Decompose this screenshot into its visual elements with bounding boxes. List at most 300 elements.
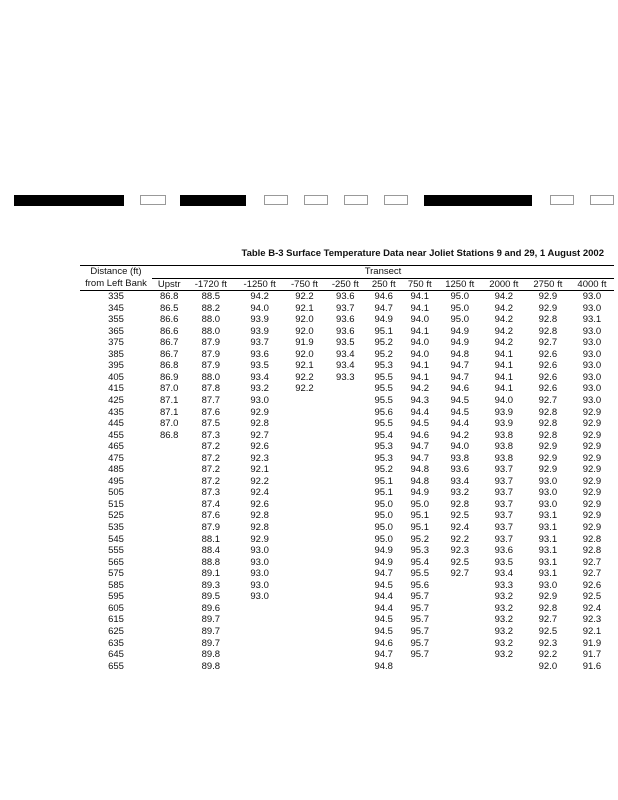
temperature-cell: 93.0 (250, 591, 269, 603)
temperature-cell (284, 545, 325, 557)
temperature-cell (325, 603, 366, 615)
table-row (80, 499, 614, 511)
temperature-cell: 94.4 (374, 591, 393, 603)
distance-cell: 515 (108, 498, 124, 510)
temperature-cell: 93.4 (336, 348, 355, 360)
temperature-cell (325, 661, 366, 673)
temperature-cell: 92.0 (295, 314, 314, 326)
temperature-cell: 95.2 (410, 533, 429, 545)
table-row (80, 349, 614, 361)
temperature-cell: 87.0 (159, 383, 179, 395)
temperature-cell: 92.9 (582, 475, 602, 487)
temperature-cell: 95.1 (374, 487, 393, 499)
temperature-cell: 93.6 (336, 325, 355, 337)
temperature-cell: 92.7 (538, 395, 558, 407)
distance-cell: 655 (108, 660, 124, 672)
temperature-cell: 95.1 (374, 475, 393, 487)
temperature-cell: 93.2 (494, 602, 514, 614)
temperature-cell: 95.3 (374, 360, 393, 372)
temperature-cell: 94.6 (374, 637, 393, 649)
temperature-cell: 92.8 (582, 533, 602, 545)
temperature-cell: 94.4 (410, 406, 429, 418)
distance-cell: 625 (108, 625, 124, 637)
table-row (80, 372, 614, 384)
temperature-cell: 93.0 (250, 545, 269, 557)
temperature-cell: 93.0 (582, 302, 602, 314)
temperature-cell: 95.0 (374, 522, 393, 534)
temperature-cell: 94.8 (410, 464, 429, 476)
temperature-cell: 92.9 (582, 429, 602, 441)
temperature-cell: 86.6 (159, 314, 179, 326)
temperature-cell (284, 626, 325, 638)
temperature-cell: 93.0 (250, 568, 269, 580)
temperature-cell: 95.5 (410, 568, 429, 580)
temperature-cell (152, 464, 186, 476)
table-row (80, 534, 614, 546)
temperature-cell (235, 614, 284, 626)
temperature-cell: 93.6 (336, 314, 355, 326)
temperature-cell: 92.9 (582, 418, 602, 430)
outline-box (304, 195, 328, 205)
temperature-cell (152, 661, 186, 673)
temperature-cell (152, 603, 186, 615)
temperature-cell: 92.8 (250, 522, 269, 534)
temperature-cell: 92.1 (295, 360, 314, 372)
temperature-cell (152, 545, 186, 557)
temperature-cell: 86.6 (159, 325, 179, 337)
distance-cell: 435 (108, 406, 124, 418)
temperature-cell: 92.6 (250, 441, 269, 453)
temperature-cell (325, 534, 366, 546)
temperature-cell: 94.2 (450, 429, 470, 441)
distance-cell: 505 (108, 487, 124, 499)
temperature-cell (152, 557, 186, 569)
table-row (80, 487, 614, 499)
temperature-cell: 92.4 (582, 602, 602, 614)
distance-cell: 465 (108, 441, 124, 453)
temperature-cell: 93.0 (582, 360, 602, 372)
temperature-cell (284, 649, 325, 661)
distance-cell: 485 (108, 464, 124, 476)
temperature-cell: 94.1 (494, 383, 514, 395)
temperature-cell (235, 626, 284, 638)
temperature-cell: 95.1 (410, 522, 429, 534)
temperature-cell: 92.7 (582, 556, 602, 568)
temperature-cell (284, 430, 325, 442)
temperature-cell: 94.1 (410, 302, 429, 314)
temperature-cell: 94.7 (450, 360, 470, 372)
temperature-cell: 87.2 (201, 475, 221, 487)
distance-cell: 385 (108, 348, 124, 360)
temperature-cell (438, 591, 482, 603)
temperature-cell: 93.7 (494, 498, 514, 510)
temperature-cell: 93.2 (494, 625, 514, 637)
temperature-cell (152, 453, 186, 465)
distance-cell: 645 (108, 649, 124, 661)
temperature-cell (152, 441, 186, 453)
temperature-cell (284, 476, 325, 488)
temperature-cell (325, 430, 366, 442)
distance-cell: 585 (108, 579, 124, 591)
temperature-cell: 92.3 (450, 545, 470, 557)
table-row (80, 580, 614, 592)
temperature-cell: 93.7 (494, 475, 514, 487)
temperature-table-container (80, 265, 618, 672)
temperature-cell (325, 545, 366, 557)
temperature-cell: 87.6 (201, 510, 221, 522)
distance-cell: 475 (108, 452, 124, 464)
temperature-cell: 92.8 (538, 429, 558, 441)
temperature-cell: 92.4 (450, 522, 470, 534)
black-bar (424, 195, 532, 206)
temperature-cell: 94.8 (374, 660, 393, 672)
temperature-cell: 89.7 (201, 625, 221, 637)
temperature-cell: 86.8 (159, 429, 179, 441)
table-row (80, 649, 614, 661)
temperature-cell: 95.1 (410, 510, 429, 522)
distance-cell: 355 (108, 314, 124, 326)
temperature-cell (325, 649, 366, 661)
temperature-cell: 93.7 (494, 487, 514, 499)
temperature-cell: 93.7 (494, 522, 514, 534)
temperature-cell (325, 614, 366, 626)
temperature-cell: 95.3 (410, 545, 429, 557)
temperature-cell (438, 649, 482, 661)
temperature-cell: 95.5 (374, 395, 393, 407)
temperature-cell: 87.8 (201, 383, 221, 395)
temperature-cell: 92.9 (538, 441, 558, 453)
temperature-cell: 92.2 (450, 533, 470, 545)
distance-cell: 495 (108, 475, 124, 487)
outline-box (384, 195, 408, 205)
temperature-cell: 92.8 (538, 418, 558, 430)
temperature-cell: 92.9 (538, 302, 558, 314)
temperature-cell: 92.9 (538, 452, 558, 464)
temperature-cell (325, 464, 366, 476)
temperature-cell: 93.0 (538, 475, 558, 487)
temperature-cell: 95.7 (410, 602, 429, 614)
temperature-cell (325, 638, 366, 650)
temperature-cell: 92.8 (538, 602, 558, 614)
temperature-cell: 93.7 (494, 533, 514, 545)
distance-cell: 605 (108, 602, 124, 614)
temperature-cell: 95.0 (374, 533, 393, 545)
temperature-cell (284, 487, 325, 499)
temperature-cell: 94.9 (374, 556, 393, 568)
temperature-cell: 95.5 (374, 383, 393, 395)
column-header: 750 ft (402, 278, 438, 291)
temperature-cell: 94.2 (250, 291, 269, 303)
temperature-cell: 94.3 (410, 395, 429, 407)
black-bar (180, 195, 246, 206)
transect-header: Transect (152, 266, 614, 279)
temperature-cell: 95.0 (450, 314, 470, 326)
temperature-cell: 95.5 (374, 371, 393, 383)
temperature-cell: 94.2 (494, 302, 514, 314)
temperature-cell: 94.0 (450, 441, 470, 453)
temperature-table (80, 265, 614, 672)
temperature-cell (152, 638, 186, 650)
temperature-cell: 94.7 (410, 452, 429, 464)
table-row (80, 303, 614, 315)
temperature-cell: 93.2 (494, 591, 514, 603)
temperature-cell: 93.4 (450, 475, 470, 487)
temperature-cell: 94.8 (450, 348, 470, 360)
distance-cell: 335 (108, 291, 124, 303)
temperature-cell: 93.7 (494, 464, 514, 476)
temperature-cell: 93.2 (450, 487, 470, 499)
distance-cell: 615 (108, 614, 124, 626)
temperature-cell (325, 580, 366, 592)
temperature-cell: 89.7 (201, 637, 221, 649)
temperature-cell: 92.7 (450, 568, 470, 580)
temperature-cell: 94.1 (494, 371, 514, 383)
temperature-cell: 92.9 (582, 452, 602, 464)
temperature-cell: 87.3 (201, 429, 221, 441)
temperature-cell: 92.9 (538, 591, 558, 603)
temperature-cell: 93.1 (538, 568, 558, 580)
temperature-cell: 93.4 (336, 360, 355, 372)
temperature-cell (152, 649, 186, 661)
temperature-cell (325, 476, 366, 488)
temperature-cell: 94.0 (494, 395, 514, 407)
temperature-cell (152, 476, 186, 488)
temperature-cell: 94.6 (410, 429, 429, 441)
temperature-cell: 92.2 (295, 291, 314, 303)
temperature-cell: 93.1 (538, 533, 558, 545)
temperature-cell: 88.8 (201, 556, 221, 568)
temperature-cell: 94.5 (450, 406, 470, 418)
temperature-cell: 94.9 (374, 545, 393, 557)
temperature-cell (482, 661, 526, 673)
temperature-cell: 93.2 (494, 637, 514, 649)
temperature-cell: 92.6 (538, 360, 558, 372)
temperature-cell: 95.0 (450, 302, 470, 314)
temperature-cell: 92.7 (250, 429, 269, 441)
temperature-cell: 94.7 (374, 302, 393, 314)
distance-cell: 345 (108, 302, 124, 314)
temperature-cell: 94.5 (374, 625, 393, 637)
temperature-cell (235, 661, 284, 673)
temperature-cell: 94.4 (450, 418, 470, 430)
temperature-cell: 93.5 (250, 360, 269, 372)
temperature-cell: 92.0 (295, 348, 314, 360)
temperature-cell: 92.6 (582, 579, 602, 591)
column-header: Upstr (152, 278, 186, 291)
temperature-cell: 92.5 (450, 510, 470, 522)
temperature-cell: 92.5 (450, 556, 470, 568)
temperature-cell: 94.7 (450, 371, 470, 383)
temperature-cell: 92.9 (582, 406, 602, 418)
temperature-cell: 92.8 (538, 314, 558, 326)
temperature-cell: 94.1 (410, 360, 429, 372)
temperature-cell: 95.4 (410, 556, 429, 568)
temperature-cell: 93.5 (336, 337, 355, 349)
temperature-cell: 95.7 (410, 637, 429, 649)
temperature-cell: 94.7 (410, 441, 429, 453)
column-header: -250 ft (325, 278, 366, 291)
temperature-cell: 88.4 (201, 545, 221, 557)
temperature-cell: 92.3 (538, 637, 558, 649)
column-header: 2000 ft (482, 278, 526, 291)
temperature-cell: 93.3 (494, 579, 514, 591)
table-row (80, 464, 614, 476)
temperature-cell: 86.7 (159, 337, 179, 349)
table-row (80, 407, 614, 419)
temperature-cell: 86.9 (159, 371, 179, 383)
temperature-cell (235, 649, 284, 661)
temperature-cell: 91.6 (582, 660, 602, 672)
temperature-cell: 93.0 (538, 487, 558, 499)
table-row (80, 510, 614, 522)
temperature-cell: 92.9 (582, 510, 602, 522)
table-row (80, 591, 614, 603)
temperature-cell (325, 557, 366, 569)
outline-box (344, 195, 368, 205)
temperature-cell: 95.2 (374, 337, 393, 349)
distance-cell: 525 (108, 510, 124, 522)
temperature-cell: 92.7 (582, 568, 602, 580)
temperature-cell: 93.9 (250, 314, 269, 326)
temperature-cell: 92.2 (295, 371, 314, 383)
temperature-cell: 89.1 (201, 568, 221, 580)
temperature-cell: 89.3 (201, 579, 221, 591)
distance-cell: 405 (108, 371, 124, 383)
temperature-cell: 88.2 (201, 302, 221, 314)
temperature-cell (284, 661, 325, 673)
table-row (80, 383, 614, 395)
temperature-cell: 89.6 (201, 602, 221, 614)
temperature-cell: 93.0 (582, 348, 602, 360)
temperature-cell: 93.8 (494, 429, 514, 441)
distance-cell: 635 (108, 637, 124, 649)
table-title: Table B-3 Surface Temperature Data near Joliet Stations 9 and 29, 1 August 2002 (241, 248, 604, 259)
temperature-cell (325, 591, 366, 603)
table-row (80, 326, 614, 338)
column-header: 4000 ft (570, 278, 614, 291)
temperature-cell: 92.0 (295, 325, 314, 337)
temperature-cell: 92.9 (538, 464, 558, 476)
temperature-cell: 94.7 (374, 649, 393, 661)
temperature-cell (284, 464, 325, 476)
temperature-cell: 86.8 (159, 291, 179, 303)
temperature-cell (438, 580, 482, 592)
temperature-cell: 94.1 (410, 291, 429, 303)
temperature-cell: 92.9 (582, 498, 602, 510)
temperature-cell: 92.9 (582, 522, 602, 534)
temperature-cell: 95.7 (410, 591, 429, 603)
temperature-cell: 95.7 (410, 625, 429, 637)
table-row (80, 314, 614, 326)
temperature-cell: 95.3 (374, 441, 393, 453)
temperature-cell: 92.8 (250, 510, 269, 522)
temperature-cell: 87.2 (201, 452, 221, 464)
temperature-cell: 87.6 (201, 406, 221, 418)
table-row (80, 545, 614, 557)
temperature-cell: 92.1 (295, 302, 314, 314)
temperature-cell: 93.8 (450, 452, 470, 464)
temperature-cell: 95.0 (410, 498, 429, 510)
temperature-cell: 92.8 (538, 406, 558, 418)
temperature-cell (284, 638, 325, 650)
temperature-cell: 92.9 (582, 464, 602, 476)
temperature-cell: 95.0 (450, 291, 470, 303)
temperature-cell: 92.8 (450, 498, 470, 510)
temperature-cell: 95.1 (374, 325, 393, 337)
distance-header-line1: Distance (ft) (90, 266, 142, 278)
temperature-cell: 95.0 (374, 498, 393, 510)
temperature-cell: 95.0 (374, 510, 393, 522)
column-header: 1250 ft (438, 278, 482, 291)
header-row-1 (80, 266, 614, 279)
temperature-cell: 94.1 (494, 348, 514, 360)
distance-header-line2: from Left Bank (80, 278, 152, 291)
distance-cell: 365 (108, 325, 124, 337)
black-bar (14, 195, 124, 206)
temperature-cell (152, 510, 186, 522)
temperature-cell (284, 499, 325, 511)
outline-box (264, 195, 288, 205)
distance-cell: 445 (108, 418, 124, 430)
temperature-cell: 94.1 (494, 360, 514, 372)
table-row (80, 395, 614, 407)
temperature-cell (284, 614, 325, 626)
temperature-cell: 95.7 (410, 614, 429, 626)
temperature-cell: 93.0 (582, 395, 602, 407)
temperature-cell: 94.0 (250, 302, 269, 314)
temperature-cell: 93.8 (494, 441, 514, 453)
temperature-cell (152, 568, 186, 580)
temperature-cell: 92.4 (250, 487, 269, 499)
distance-cell: 415 (108, 383, 124, 395)
table-row (80, 476, 614, 488)
temperature-cell: 93.4 (494, 568, 514, 580)
distance-cell: 395 (108, 360, 124, 372)
temperature-cell: 95.2 (374, 348, 393, 360)
temperature-cell: 93.9 (494, 406, 514, 418)
temperature-cell: 87.9 (201, 337, 221, 349)
table-row (80, 557, 614, 569)
table-row (80, 291, 614, 303)
temperature-cell: 87.0 (159, 418, 179, 430)
temperature-cell: 93.8 (494, 452, 514, 464)
temperature-cell: 94.0 (410, 337, 429, 349)
temperature-cell (438, 626, 482, 638)
temperature-cell: 87.2 (201, 464, 221, 476)
table-row (80, 568, 614, 580)
table-row (80, 661, 614, 673)
temperature-cell: 93.0 (582, 325, 602, 337)
temperature-cell (152, 487, 186, 499)
temperature-cell: 94.9 (410, 487, 429, 499)
temperature-cell: 93.6 (336, 291, 355, 303)
temperature-cell: 89.5 (201, 591, 221, 603)
temperature-cell: 86.5 (159, 302, 179, 314)
temperature-cell: 93.1 (582, 314, 602, 326)
temperature-cell: 87.1 (159, 406, 179, 418)
temperature-cell: 93.1 (538, 556, 558, 568)
temperature-cell: 89.7 (201, 614, 221, 626)
temperature-cell (284, 441, 325, 453)
temperature-cell (325, 407, 366, 419)
temperature-cell: 93.0 (582, 383, 602, 395)
distance-cell: 575 (108, 568, 124, 580)
temperature-cell (325, 395, 366, 407)
table-body (80, 291, 614, 673)
column-header: 2750 ft (526, 278, 570, 291)
temperature-cell: 86.8 (159, 360, 179, 372)
temperature-cell (284, 603, 325, 615)
